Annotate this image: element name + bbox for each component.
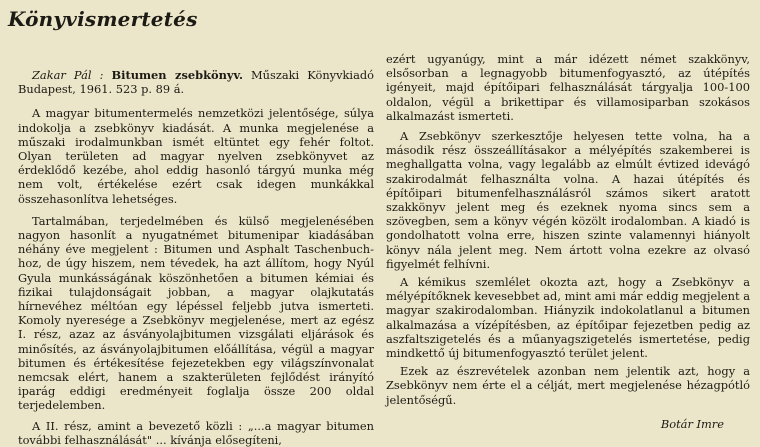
paragraph: Tartalmában, terjedelmében és külső megjelenésében nagyon hasonlít a nyugatnémet bitumenipar kiadásában néhány éve megjelent : Bitumen und Asphalt Taschenbuch-hoz, de úgy hiszem, nem tévedek, ha azt állítom, hogy Nyúl Gyula munkásságának köszönhetően a bitumen kémiai és fizikai tulajdonságait jobban, a magyar olajkutatás hírnevéhez méltóan egy lépéssel feljebb jutva ismerteti. Komoly nyeresége a Zsebkönyv megjelenése, mert az egész I. rész, azaz az ásványolajbitumen vizsgálati eljárások és minősítés, az ásványolajbitumen előállítása, végül a magyar bitumen és értékesítése fejezetekben egy világszínvonalat nemcsak elért, hanem a szakterületen fejlődést irányító iparág eddigi eredményeit foglalja össze 200 oldal terjedelemben. (18, 213, 374, 413)
citation-details: Műszaki Könyvkiadó Budapest, 1961. 523 p. 89 á. (18, 68, 375, 97)
citation-author: Zakar Pál : (32, 68, 104, 82)
paragraph: A Zsebkönyv szerkesztője helyesen tette volna, ha a második rész összeállításakor a mélyépítés szakemberei is meghallgatta volna, vagy legalább az elmúlt évtized idevágó szakirodalmát felhasználta volna. A hazai útépítés és építőipari bitumenfelhasználásról számos sikert aratott szakkönyv jelent meg és ezeknek nyoma sincs sem a szövegben, sem a könyv végén közölt irodalomban. A kiadó is gondolhatott volna erre, hiszen szinte valamennyi hiányolt könyv nála jelent meg. Nem ártott volna ezekre az olvasó figyelmét felhívni. (386, 129, 750, 271)
citation-title: Bitumen zsebkönyv. (111, 68, 243, 82)
book-citation (18, 68, 374, 96)
right-column (386, 52, 750, 431)
paragraph: ezért ugyanúgy, mint a már idézett német szakkönyv, elsősorban a legnagyobb bitumenfogyasztó, az útépítés igényeit, majd építőipari felhasználását tárgyalja 100-100 oldalon, végül a brikettipar és villamosiparban szokásos alkalmazást ismerteti. (386, 52, 750, 123)
reviewer-signature: Botár Imre (660, 416, 724, 431)
section-heading: Könyvismertetés (8, 7, 198, 31)
paragraph: A magyar bitumentermelés nemzetközi jelentősége, súlya indokolja a zsebkönyv kiadását. A munka megjelenése a műszaki irodalmunkban ismét eltüntet egy fehér foltot. Olyan területen ad magyar nyelven zsebkönyvet az érdeklődő kezébe, ahol eddig hasonló tárgyú munka még nem volt, értékelése ezért csak idegen munkákkal összehasonlítva lehetséges. (18, 106, 374, 206)
paragraph: A II. rész, amint a bevezető közli : „...a magyar bitumen további felhasználását" ... kívánja elősegíteni, (18, 418, 374, 447)
paragraph: A kémikus szemlélet okozta azt, hogy a Zsebkönyv a mélyépítőknek kevesebbet ad, mint ami már eddig megjelent a magyar szakirodalomban. Hiányzik indokolatlanul a bitumen alkalmazása a vízépítésben, az építőipar fejezetben pedig az aszfaltszigetelés és a műanyagszigetelés ismertetése, pedig mindkettő új bitumenfogyasztó terület jelent. (386, 275, 750, 361)
left-column (18, 68, 374, 447)
paragraph: Ezek az észrevételek azonban nem jelentik azt, hogy a Zsebkönyv nem érte el a célját, mert megjelenése hézagpótló jelentőségű. (386, 364, 750, 407)
